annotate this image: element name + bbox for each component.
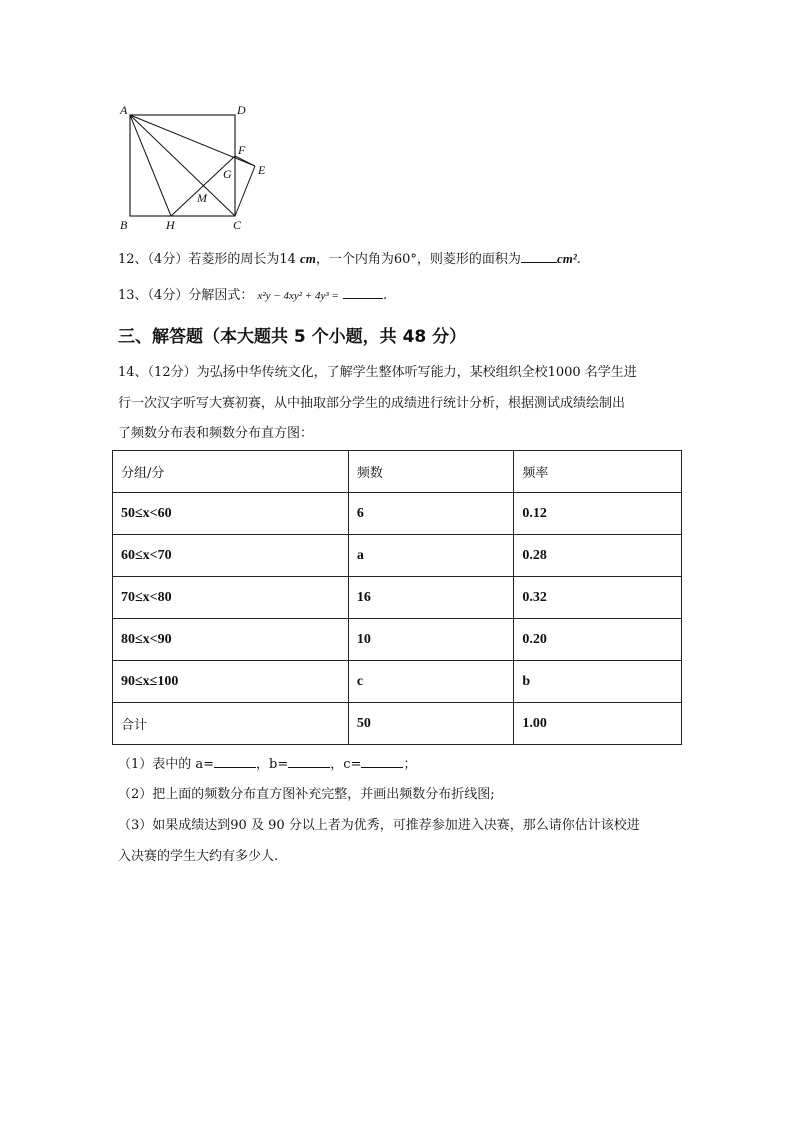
q13-expression: x²y − 4xy² + 4y³ = <box>257 290 339 302</box>
q12-text-before: 12、（4分）若菱形的周长为14 <box>118 252 300 267</box>
segment-ac <box>130 115 235 216</box>
cell-total-rate: 1.00 <box>514 703 682 745</box>
q14-line-3: 了频数分布表和频数分布直方图： <box>118 426 314 441</box>
q12-unit-area: cm² <box>556 251 577 266</box>
cell-frequency: 6 <box>348 493 514 535</box>
label-e: E <box>258 163 266 177</box>
label-d: D <box>237 103 246 117</box>
q13-text-end: . <box>382 288 388 303</box>
cell-group: 60≤x<70 <box>113 535 349 577</box>
sub1-c-label: ，c= <box>330 757 362 772</box>
sub-question-2: （2）把上面的频数分布直方图补充完整，并画出频数分布折线图; <box>118 787 495 802</box>
question-13 <box>118 285 387 305</box>
cell-rate: 0.28 <box>514 535 682 577</box>
sub-question-3-line-1: （3）如果成绩达到90 及 90 分以上者为优秀，可推荐参加进入决赛，那么请你估计该校进 <box>118 818 640 833</box>
header-frequency: 频数 <box>348 451 514 493</box>
label-h: H <box>166 218 175 232</box>
cell-total-frequency: 50 <box>348 703 514 745</box>
blank-c <box>361 754 403 768</box>
table-total-row <box>113 703 682 745</box>
cell-rate: 0.32 <box>514 577 682 619</box>
cell-frequency: 10 <box>348 619 514 661</box>
sub-question-1 <box>118 754 416 774</box>
header-rate: 频率 <box>514 451 682 493</box>
q14-line-2: 行一次汉字听写大赛初赛，从中抽取部分学生的成绩进行统计分析，根据测试成绩绘制出 <box>118 396 626 411</box>
table-row <box>113 577 682 619</box>
q12-text-end: . <box>576 252 581 267</box>
q12-unit-cm: cm <box>300 251 316 266</box>
square-diagram <box>110 98 290 238</box>
table-row <box>113 493 682 535</box>
q13-answer-blank <box>343 285 383 299</box>
table-row <box>113 535 682 577</box>
table-row <box>113 661 682 703</box>
segment-ec <box>235 166 255 216</box>
label-f: F <box>238 143 246 157</box>
blank-b <box>288 754 330 768</box>
cell-frequency: a <box>348 535 514 577</box>
cell-rate: 0.12 <box>514 493 682 535</box>
segment-ae <box>130 115 255 166</box>
cell-rate: 0.20 <box>514 619 682 661</box>
segment-ah <box>130 115 171 216</box>
label-c: C <box>233 218 242 232</box>
cell-group: 70≤x<80 <box>113 577 349 619</box>
segment-fe <box>235 156 255 166</box>
blank-a <box>214 754 256 768</box>
cell-frequency: c <box>348 661 514 703</box>
frequency-table <box>112 450 682 745</box>
label-b: B <box>120 218 128 232</box>
cell-group: 50≤x<60 <box>113 493 349 535</box>
cell-rate: b <box>514 661 682 703</box>
label-g: G <box>223 167 232 181</box>
section-3-heading: 三、解答题（本大题共 5 个小题，共 48 分） <box>118 327 467 347</box>
sub1-end: ； <box>403 757 417 772</box>
table-header-row <box>113 451 682 493</box>
q14-line-1: 14、（12分）为弘扬中华传统文化，了解学生整体听写能力，某校组织全校1000 名学生进 <box>118 365 637 380</box>
sub-question-3-line-2: 入决赛的学生大约有多少人. <box>118 849 279 864</box>
table-row <box>113 619 682 661</box>
label-a: A <box>120 103 128 117</box>
q12-answer-blank <box>521 249 557 263</box>
sub1-prefix: （1）表中的 a= <box>118 757 215 772</box>
label-m: M <box>197 191 207 205</box>
cell-group: 90≤x≤100 <box>113 661 349 703</box>
sub1-b-label: ，b= <box>256 757 289 772</box>
q12-text-mid: ，一个内角为60°，则菱形的面积为 <box>315 252 521 267</box>
cell-group: 80≤x<90 <box>113 619 349 661</box>
cell-frequency: 16 <box>348 577 514 619</box>
geometry-figure <box>110 98 290 238</box>
q13-text-before: 13、（4分）分解因式： <box>118 288 254 303</box>
header-group: 分组/分 <box>113 451 349 493</box>
question-12 <box>118 249 581 269</box>
cell-total-label: 合计 <box>113 703 349 745</box>
